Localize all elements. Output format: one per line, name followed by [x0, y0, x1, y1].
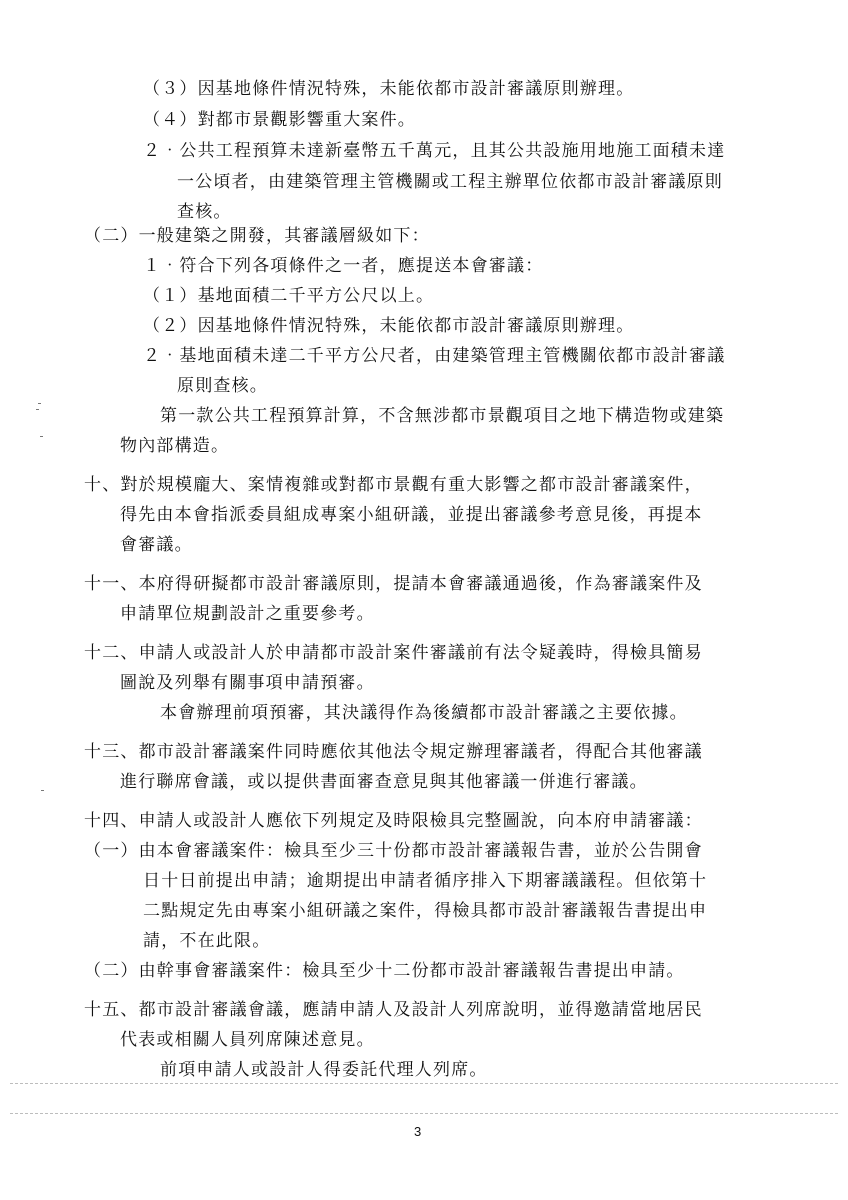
scan-speck	[41, 790, 44, 791]
text-line: 查核。	[177, 202, 232, 222]
article-fourteen: 十四、申請人或設計人應依下列規定及時限檢具完整圖說，向本府申請審議：	[84, 811, 703, 831]
scan-rule	[10, 1113, 838, 1114]
scan-speck	[38, 403, 41, 404]
article-twelve: 十二、申請人或設計人於申請都市設計案件審議前有法令疑義時，得檢具簡易	[84, 643, 703, 663]
text-line: 得先由本會指派委員組成專案小組研議，並提出審議參考意見後，再提本	[120, 505, 703, 525]
text-line: （二）由幹事會審議案件：檢具至少十二份都市設計審議報告書提出申請。	[84, 961, 685, 981]
text-line: ２‧公共工程預算未達新臺幣五千萬元，且其公共設施用地施工面積未達	[143, 141, 726, 161]
article-eleven: 十一、本府得研擬都市設計審議原則，提請本會審議通過後，作為審議案件及	[84, 574, 703, 594]
text-line: 物內部構造。	[120, 436, 230, 456]
text-line: ２‧基地面積未達二千平方公尺者，由建築管理主管機關依都市設計審議	[143, 346, 726, 366]
text-line: 請，不在此限。	[143, 931, 271, 951]
text-line: 本會辦理前項預審，其決議得作為後續都市設計審議之主要依據。	[160, 703, 688, 723]
text-line: 二點規定先由專案小組研議之案件，得檢具都市設計審議報告書提出申	[143, 901, 708, 921]
text-line: 申請單位規劃設計之重要參考。	[120, 604, 375, 624]
text-line: 原則查核。	[177, 376, 268, 396]
text-line: 進行聯席會議，或以提供書面審查意見與其他審議一併進行審議。	[120, 772, 648, 792]
text-line: （一）由本會審議案件：檢具至少三十份都市設計審議報告書，並於公告開會	[84, 841, 703, 861]
text-line: １‧符合下列各項條件之一者，應提送本會審議：	[143, 256, 544, 276]
scan-speck	[36, 409, 39, 410]
text-line: （１）基地面積二千平方公尺以上。	[143, 286, 435, 306]
section-heading: （二）一般建築之開發，其審議層級如下：	[84, 226, 430, 246]
article-fifteen: 十五、都市設計審議會議，應請申請人及設計人列席說明，並得邀請當地居民	[84, 1000, 703, 1020]
text-line: 前項申請人或設計人得委託代理人列席。	[160, 1060, 488, 1080]
page-number: 3	[414, 1124, 422, 1139]
text-line: 第一款公共工程預算計算，不含無涉都市景觀項目之地下構造物或建築	[160, 406, 725, 426]
text-line: （４）對都市景觀影響重大案件。	[143, 110, 416, 130]
scan-rule	[10, 1083, 838, 1084]
article-ten: 十、對於規模龐大、案情複雜或對都市景觀有重大影響之都市設計審議案件，	[84, 475, 703, 495]
text-line: 代表或相關人員列席陳述意見。	[120, 1030, 375, 1050]
article-thirteen: 十三、都市設計審議案件同時應依其他法令規定辦理審議者，得配合其他審議	[84, 742, 703, 762]
text-line: 會審議。	[120, 535, 193, 555]
text-line: （３）因基地條件情況特殊，未能依都市設計審議原則辦理。	[143, 79, 635, 99]
text-line: （２）因基地條件情況特殊，未能依都市設計審議原則辦理。	[143, 316, 635, 336]
text-line: 日十日前提出申請；逾期提出申請者循序排入下期審議議程。但依第十	[143, 871, 708, 891]
scan-speck	[40, 436, 43, 437]
text-line: 一公頃者，由建築管理主管機關或工程主辦單位依都市設計審議原則	[177, 172, 723, 192]
text-line: 圖說及列舉有關事項申請預審。	[120, 673, 375, 693]
